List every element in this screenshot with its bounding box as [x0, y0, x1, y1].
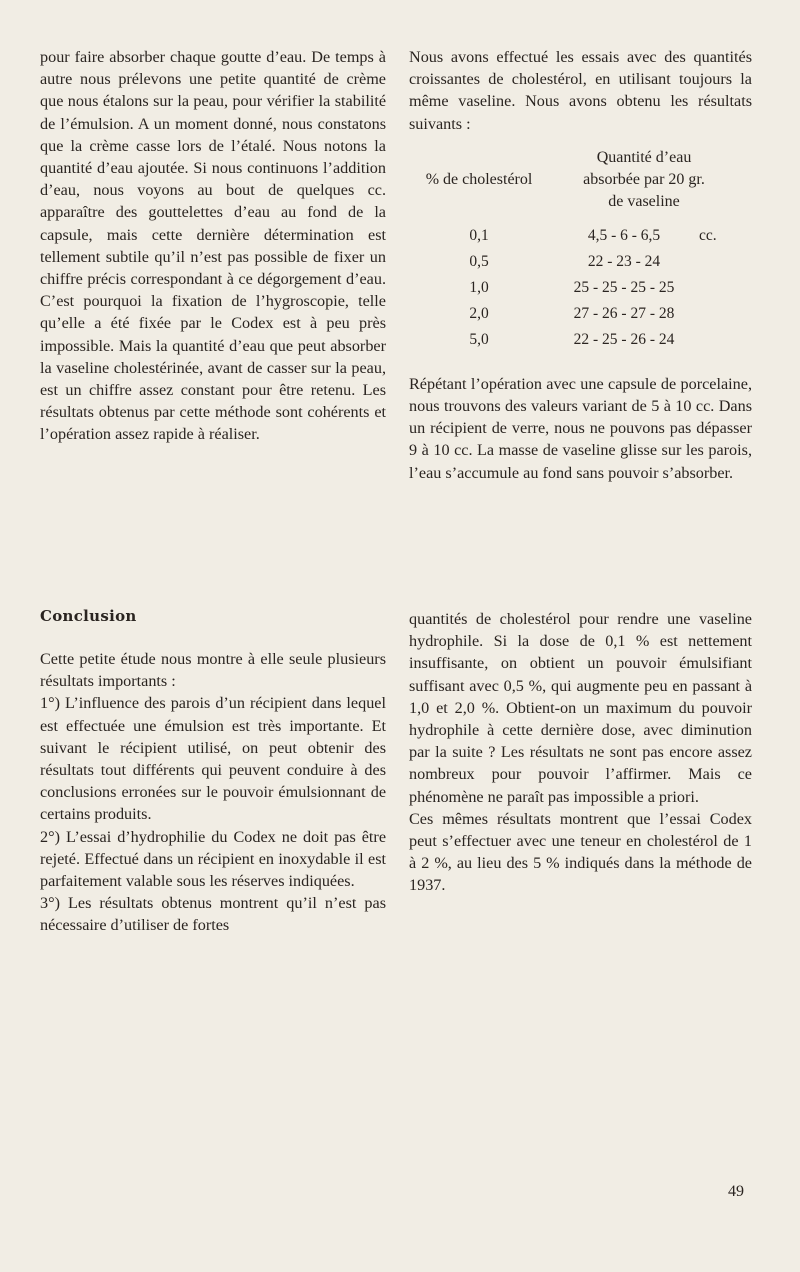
table-row [409, 249, 752, 275]
water-cell: 22 - 23 - 24 [587, 252, 661, 270]
table-row [409, 327, 752, 353]
right-column-top [409, 46, 752, 484]
results-table [409, 147, 752, 353]
water-cell: 4,5 - 6 - 6,5 [587, 226, 661, 244]
left-column-bottom [40, 606, 386, 937]
cholesterol-cell: 2,0 [469, 304, 489, 322]
body-paragraph: Ces mêmes résultats montrent que l’essai Codex peut s’effectuer avec une teneur en cholestérol de 1 à 2 %, au lieu des 5 % indiqués dans la méthode de 1937. [409, 809, 752, 895]
water-cell: 27 - 26 - 27 - 28 [573, 304, 675, 322]
section-heading: Conclusion [40, 607, 137, 625]
cholesterol-cell: 0,1 [469, 226, 489, 244]
table-row [409, 223, 752, 249]
table-row [409, 301, 752, 327]
list-item: 3°) Les résultats obtenus montrent qu’il n’est pas nécessaire d’utiliser de fortes [40, 894, 386, 935]
left-column-top [40, 46, 386, 446]
header-water-line: Quantité d’eau [596, 148, 692, 166]
water-cell: 25 - 25 - 25 - 25 [573, 278, 675, 296]
right-column-bottom [409, 608, 752, 897]
table-header [409, 147, 752, 213]
cholesterol-cell: 5,0 [469, 330, 489, 348]
header-water [549, 147, 739, 213]
table-row [409, 275, 752, 301]
page-number: 49 [728, 1183, 744, 1200]
header-water-line: absorbée par 20 gr. [583, 170, 705, 188]
water-cell: 22 - 25 - 26 - 24 [573, 330, 675, 348]
body-paragraph: Cette petite étude nous montre à elle seule plusieurs résultats importants : [40, 650, 386, 691]
list-item: 1°) L’influence des parois d’un récipient dans lequel est effectuée une émulsion est très importante. Et suivant le récipient utilisé, on peut obtenir des résultats tout différents qui peuvent conduire à des conclusions erronées sur le pouvoir émulsionnant de certains produits. [40, 694, 386, 824]
body-paragraph: quantités de cholestérol pour rendre une vaseline hydrophile. Si la dose de 0,1 % est nettement insuffisante, on obtient un pouvoir émulsifiant suffisant avec 0,5 %, qui augmente peu en passant à 1,0 et 2,0 %. Obtient-on un maximum du pouvoir hydrophile à cette dernière dose, avec diminution par la suite ? Les résultats ne sont pas encore assez nombreux pour pouvoir l’affirmer. Mais ce phénomène ne paraît pas impossible a priori. [409, 610, 752, 806]
intro-paragraph: Nous avons effectué les essais avec des quantités croissantes de cholestérol, en utilisant toujours la même vaseline. Nous avons obtenu les résultats suivants : [409, 48, 752, 133]
unit-cell: cc. [699, 226, 717, 244]
header-cholesterol: % de cholestérol [425, 170, 533, 188]
cholesterol-cell: 1,0 [469, 278, 489, 296]
body-paragraph: pour faire absorber chaque goutte d’eau. De temps à autre nous prélevons une petite quantité de crème que nous étalons sur la peau, pour vérifier la stabilité de l’émulsion. A un moment donné, nous constatons que la crème casse lors de l’étalé. Nous notons la quantité d’eau ajoutée. Si nous continuons l’addition d’eau, nous voyons au bout de quelques cc. apparaître des gouttelettes d’eau au fond de la capsule, mais cette dernière détermination est tellement subtile qu’il n’est pas possible de fixer un chiffre précis correspondant à ce dégorgement d’eau. C’est pourquoi la fixation de l’hygroscopie, telle qu’elle a été fixée par le Codex est à peu près impossible. Mais la quantité d’eau que peut absorber la vaseline cholestérinée, avant de casser sur la peau, est un chiffre assez constant pour être retenu. Les résultats obtenus par cette méthode sont cohérents et l’opération assez rapide à réaliser. [40, 48, 386, 444]
list-item: 2°) L’essai d’hydrophilie du Codex ne doit pas être rejeté. Effectué dans un récipient en inoxydable il est parfaitement valable sous les réserves indiquées. [40, 827, 386, 891]
body-paragraph: Répétant l’opération avec une capsule de porcelaine, nous trouvons des valeurs variant de 5 à 10 cc. Dans un récipient de verre, nous ne pouvons pas dépasser 9 à 10 cc. La masse de vaseline glisse sur les parois, l’eau s’accumule au fond sans pouvoir s’absorber. [409, 374, 752, 482]
header-water-line: de vaseline [608, 192, 680, 210]
cholesterol-cell: 0,5 [469, 252, 489, 270]
